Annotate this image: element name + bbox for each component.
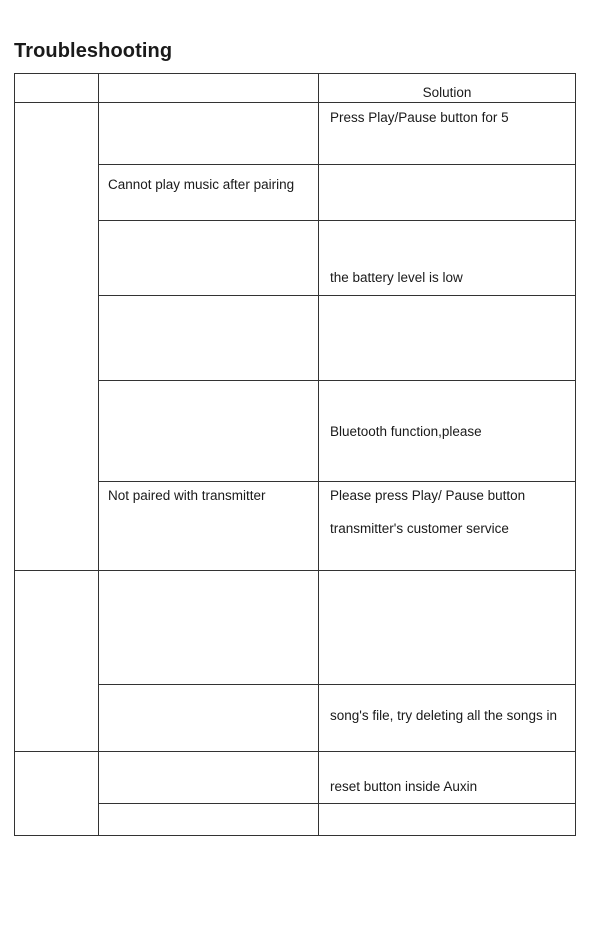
table-border-right — [575, 73, 576, 836]
table-cell-solution: reset button inside Auxin — [330, 779, 478, 794]
group-divider-2 — [14, 751, 576, 752]
group-divider-1 — [14, 570, 576, 571]
row-divider — [98, 684, 576, 685]
row-divider — [98, 481, 576, 482]
table-cell-solution: Bluetooth function,please — [330, 424, 482, 439]
table-cell-solution: song's file, try deleting all the songs in — [330, 708, 557, 723]
column-divider-1 — [98, 73, 99, 836]
table-cell-problem: Cannot play music after pairing — [108, 177, 295, 192]
table-cell-solution: Please press Play/ Pause button — [330, 488, 526, 503]
row-divider — [98, 380, 576, 381]
table-cell-solution: the battery level is low — [330, 270, 463, 285]
row-divider — [98, 164, 576, 165]
row-divider — [98, 220, 576, 221]
table-border-left — [14, 73, 15, 836]
page-title: Troubleshooting — [14, 40, 173, 62]
header-solution: Solution — [422, 85, 472, 100]
table-cell-solution: transmitter's customer service — [330, 521, 509, 536]
row-divider — [98, 803, 576, 804]
row-divider — [98, 295, 576, 296]
column-divider-2 — [318, 73, 319, 836]
table-cell-solution: Press Play/Pause button for 5 — [330, 110, 509, 125]
table-cell-problem: Not paired with transmitter — [108, 488, 266, 503]
header-row-divider — [14, 102, 576, 103]
